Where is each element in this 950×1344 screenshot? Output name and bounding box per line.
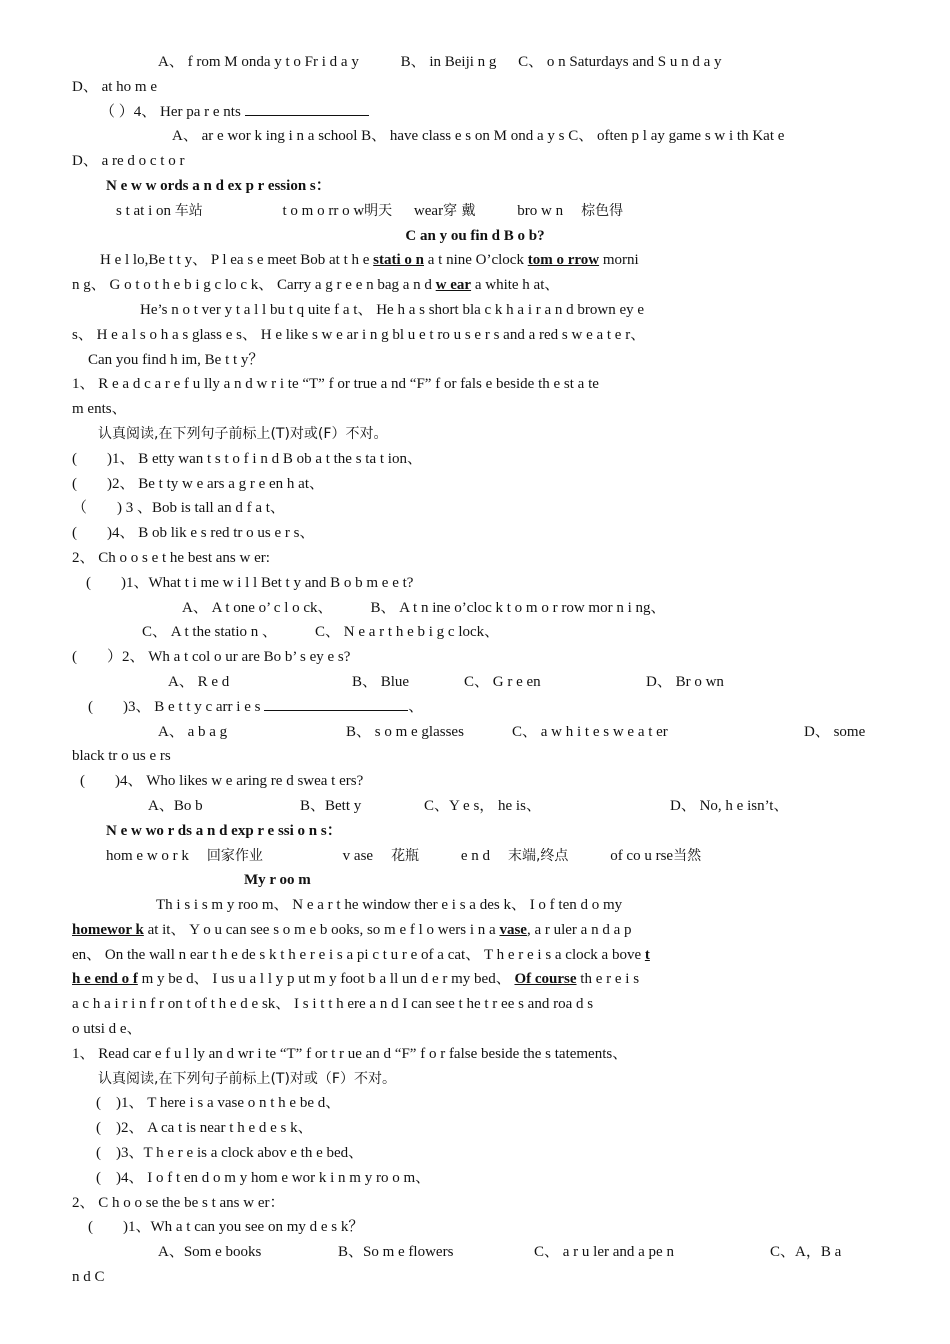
q4-stem: （ ）4、 Her pa r e nts [72, 100, 878, 125]
mc-options: A、 a b a g B、 s o m e glasses C、 a w h i t e s w e a t er D、 some [158, 723, 866, 740]
passage-line: Th i s i s m y roo m、 N e a r t he window ther e i s a des k、 I o f ten d o my [156, 897, 623, 914]
answer-blank[interactable] [264, 696, 408, 711]
mc-question: ( )4、 Who likes w e aring re d swea t ers? [80, 773, 364, 790]
mc-question: ( )3、 B e t t y c arr i e s 、 [72, 695, 878, 720]
option-b: B、 in Beiji n g [400, 54, 497, 70]
answer-blank[interactable] [245, 101, 369, 116]
tf-item: ( )1、 T here i s a vase o n t h e be d、 [96, 1095, 341, 1112]
q4-options-line: A、 ar e wor k ing i n a school B、 have class e s on M ond a y s C、 often p l ay game s w i th Kat e [172, 128, 785, 145]
vocab-heading: N e w w ords a n d ex p r ession s： [106, 177, 331, 194]
task-instruction-cn: 认真阅读,在下列句子前标上(T)对或(F）不对。 [98, 425, 388, 442]
passage-line: homewor k at it、 Y o u can see s o m e b ooks, so m e f l o wers i n a vase, a r uler a n d a p [72, 921, 632, 938]
passage-title: C an y ou fin d B o b? [405, 227, 545, 244]
task-instruction-cn: 认真阅读,在下列句子前标上(T)对或（F）不对。 [98, 1070, 396, 1087]
passage-line: He’s n o t ver y t a l l bu t q uite f a t、 He h a s short bla c k h a i r a n d brown ey e [140, 301, 645, 318]
passage-line: a c h a i r i n f r on t of t h e d e sk、 I s i t t h ere a n d I can see t he t r ee s and roa d s [72, 996, 594, 1013]
tf-item: ( )3、T h e r e is a clock abov e th e bed、 [96, 1145, 364, 1162]
vocab-list: hom e w o r k 回家作业 v ase 花瓶 e n d 末端,终点 of co u rse当然 [106, 847, 702, 864]
q3-option-d: D、 at ho m e [72, 78, 157, 95]
mc-options: A、 R e d B、 Blue C、 G r e en D、 Br o wn [168, 673, 724, 690]
mc-options: A、Bo b B、Bett y C、Y e s， he is、 D、 No, h e isn’t、 [148, 797, 789, 814]
passage-line: n g、 G o t o t h e b i g c lo c k、 Carry a g r e e n bag a n d w ear a white h at、 [72, 277, 560, 294]
mc-options: A、Som e books B、So m e flowers C、 a r u ler and a pe n C、A，B a [158, 1244, 842, 1261]
mc-question: ( )1、What t i me w i l l Bet t y and B o b m e e t? [86, 574, 414, 591]
mc-question: ( ）2、 Wh a t col o ur are Bo b’ s ey e s? [72, 649, 351, 666]
vocab-list: s t at i on 车站 t o m o rr o w明天 wear穿 戴 bro w n 棕色得 [116, 202, 624, 219]
task-instruction: 1、 Read car e f u l ly an d wr i te “T” f or t r ue an d “F” f o r false beside the s tatements、 [72, 1045, 628, 1062]
passage-title: My r oo m [244, 872, 311, 889]
q3-options-line [72, 50, 878, 75]
mc-options: A、 A t one o’ c l o ck、 B、 A t n ine o’cloc k t o m o r row mor n i ng、 [182, 599, 666, 616]
option-c: C、 o n Saturdays and S u n d a y [518, 54, 722, 70]
mc-options: n d C [72, 1269, 105, 1286]
option-a: A、 f rom M onda y t o Fr i d a y [158, 54, 359, 70]
passage-line: Can you find h im, Be t t y？ [88, 351, 264, 368]
tf-item: ( )4、 I o f t en d o m y hom e wor k i n m y ro o m、 [96, 1169, 431, 1186]
passage-line: en、 On the wall n ear t h e de s k t h e r e i s a pi c t u r e of a cat、 T h e r e i s a clock a bove t [72, 946, 650, 963]
mc-question: ( )1、Wh a t can you see on my d e s k？ [88, 1219, 364, 1236]
passage-line: o utsi d e、 [72, 1021, 142, 1038]
passage-line: h e end o f m y be d、 I us u a l l y p ut m y foot b a ll un d e r my bed、 Of course th e r e i s [72, 971, 640, 988]
task-instruction: 2、 Ch o o s e t he best ans w er: [72, 549, 270, 566]
task-instruction: 1、 R e a d c a r e f u lly a n d w r i te “T” f or true a nd “F” f or fals e beside th e st a te [72, 376, 599, 393]
tf-item: ( )2、 A ca t is near t h e d e s k、 [96, 1120, 313, 1137]
mc-options: C、 A t the statio n 、 C、 N e a r t h e b i g c lock、 [142, 624, 500, 641]
task-instruction: m ents、 [72, 401, 127, 418]
mc-options: black tr o us e rs [72, 748, 171, 765]
tf-item: ( )1、 B etty wan t s t o f i n d B ob a t the s ta t ion、 [72, 450, 422, 467]
vocab-heading: N e w wo r ds a n d exp r e ssi o n s： [106, 822, 342, 839]
passage-line: H e l lo,Be t t y、 P l ea s e meet Bob at t h e stati o n a t nine O’clock tom o rrow morni [100, 252, 639, 269]
tf-item: （ ) 3 、Bob is tall an d f a t、 [72, 500, 285, 517]
q4-options-line2: D、 a re d o c t o r [72, 153, 185, 170]
worksheet-page [72, 50, 878, 1290]
task-instruction: 2、 C h o o se the be s t ans w er： [72, 1194, 285, 1211]
tf-item: ( )2、 Be t ty w e ars a g r e en h at、 [72, 475, 325, 492]
passage-line: s、 H e a l s o h a s glass e s、 H e like s w e ar i n g bl u e t ro u s e r s and a red s w e a t e r、 [72, 326, 646, 343]
tf-item: ( )4、 B ob lik e s red tr o us e r s、 [72, 525, 315, 542]
